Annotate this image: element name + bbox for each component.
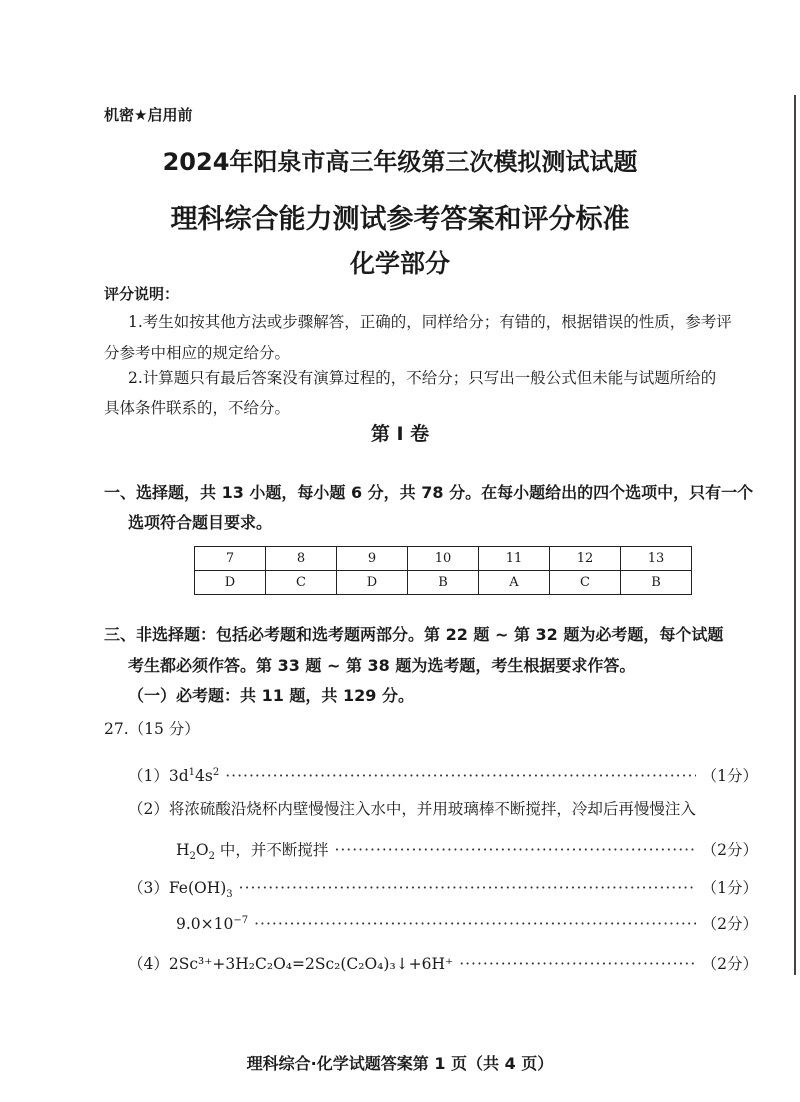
volume-title: 第 I 卷 [370, 423, 430, 445]
section-3-line-2: 考生都必须作答。第 33 题 ~ 第 38 题为选考题，考生根据要求作答。 [128, 656, 636, 675]
multiple-choice-answer-table [194, 546, 692, 595]
document-title: 理科综合能力测试参考答案和评分标准 [170, 204, 630, 235]
table-cell: C [266, 571, 337, 595]
scoring-note-2-line-2: 具体条件联系的，不给分。 [104, 399, 291, 417]
leader-dots [239, 879, 696, 897]
question-27-heading: 27.（15 分） [104, 720, 200, 738]
scoring-note-1-line-2: 分参考中相应的规定给分。 [104, 344, 291, 362]
exam-title: 2024年阳泉市高三年级第三次模拟测试试题 [162, 148, 638, 176]
answer-27-4-text: （4）2Sc³⁺+3H₂C₂O₄=2Sc₂(C₂O₄)₃↓+6H⁺ [128, 955, 454, 973]
table-cell: 11 [479, 547, 550, 571]
table-row-question-numbers [195, 547, 692, 571]
answer-27-2-line-2 [176, 838, 758, 862]
table-cell: 13 [621, 547, 692, 571]
answer-27-2-line-1: （2）将浓硫酸沿烧杯内壁慢慢注入水中，并用玻璃棒不断搅拌，冷却后再慢慢注入 [128, 800, 696, 818]
section-1-line-2: 选项符合题目要求。 [128, 513, 273, 532]
table-cell: 8 [266, 547, 337, 571]
confidential-label: 机密★启用前 [104, 106, 193, 124]
section-3-line-1: 三、非选择题：包括必考题和选考题两部分。第 22 题 ~ 第 32 题为必考题，每个试题 [104, 625, 724, 644]
table-cell: 7 [195, 547, 266, 571]
subject-title: 化学部分 [349, 249, 450, 278]
scoring-notes-heading: 评分说明： [104, 285, 180, 303]
answer-27-3-points: （1分） [701, 879, 758, 897]
table-row-answers [195, 571, 692, 595]
answer-27-1-text: $(1)3d^14s^2$ [128, 766, 220, 785]
answer-27-3-text: $(3)Fe(OH)_3$ [128, 879, 233, 901]
table-cell: 12 [550, 547, 621, 571]
table-cell: A [479, 571, 550, 595]
answer-27-4-points: （2分） [701, 955, 758, 973]
answer-27-2-points: （2分） [701, 841, 758, 859]
page-footer: 理科综合·化学试题答案第 1 页（共 4 页） [246, 1054, 554, 1073]
table-cell: D [195, 571, 266, 595]
answer-27-3-b-text: $9.0\times 10^{-7}$ [176, 914, 249, 933]
answer-27-3-b-points: （2分） [701, 915, 758, 933]
table-cell: 9 [337, 547, 408, 571]
leader-dots [334, 841, 695, 859]
answer-27-1 [128, 764, 758, 786]
answer-27-3-b [176, 912, 758, 934]
answer-27-1-points: （1分） [701, 767, 758, 785]
leader-dots [254, 915, 696, 933]
answer-27-4 [128, 952, 758, 974]
section-3-line-3: （一）必考题：共 11 题，共 129 分。 [128, 686, 414, 705]
table-cell: B [408, 571, 479, 595]
answer-27-2-text: $H_2O_2$ 中，并不断搅拌 [176, 841, 329, 863]
scoring-note-2-line-1: 2.计算题只有最后答案没有演算过程的，不给分；只写出一般公式但未能与试题所给的 [128, 369, 717, 387]
scoring-note-1-line-1: 1.考生如按其他方法或步骤解答，正确的，同样给分；有错的，根据错误的性质，参考评 [128, 313, 732, 331]
table-cell: B [621, 571, 692, 595]
table-cell: C [550, 571, 621, 595]
answer-27-3 [128, 876, 758, 900]
table-cell: 10 [408, 547, 479, 571]
leader-dots [225, 767, 695, 785]
table-cell: D [337, 571, 408, 595]
leader-dots [459, 955, 695, 973]
section-1-line-1: 一、选择题，共 13 小题，每小题 6 分，共 78 分。在每小题给出的四个选项中，只有一个 [104, 483, 754, 502]
